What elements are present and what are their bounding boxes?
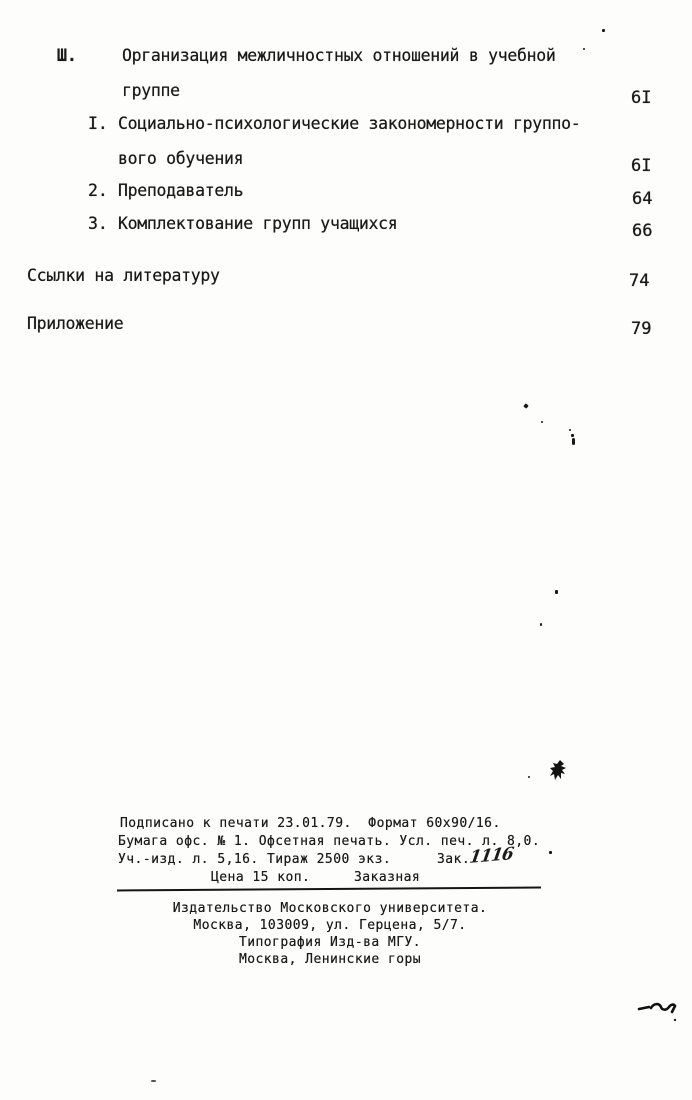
imprint-order-type: Заказная [354,870,421,885]
ink-speck [571,434,574,437]
ink-speck [541,421,543,423]
toc-entry-3b-title: Комплектование групп учащихся [118,214,398,233]
toc-entry-2-title: Преподаватель [118,181,244,200]
imprint-price: Цена 15 коп. [211,870,311,885]
toc-entry-2-page-number: 64 [632,189,653,209]
toc-entry-3-title-line1: Организация межличностных отношений в учебной [122,46,556,65]
imprint-paper-line: Бумага офс. № 1. Офсетная печать. Усл. печ. л. 8,0. [118,834,541,849]
imprint-edition-line: Уч.-изд. л. 5,16. Тираж 2500 экз. [118,852,392,867]
ink-speck [528,776,530,778]
ink-speck [569,429,571,431]
ink-speck [572,438,575,445]
pen-squiggle [638,998,678,1022]
ink-speck [602,29,605,32]
printing-house-address: Москва, Ленинские горы [238,952,422,967]
toc-references-page-number: 74 [629,271,650,291]
printing-house-name: Типография Изд-ва МГУ. [238,935,422,950]
toc-entry-3-numeral: Ш. [57,46,77,65]
toc-references-title: Ссылки на литературу [27,266,220,285]
toc-entry-1-title-line2: вого обучения [118,149,244,168]
ink-speck [555,590,558,594]
ink-blot [548,758,574,786]
ink-speck [549,851,552,854]
publisher-address: Москва, 103009, ул. Герцена, 5/7. [193,918,467,933]
toc-entry-1-title-line1: Социально-психологические закономерности группо- [118,114,581,133]
toc-appendix-title: Приложение [27,314,124,333]
ink-speck [523,403,529,409]
ink-speck [151,1080,156,1082]
toc-entry-3b-numeral: 3. [88,214,108,233]
toc-entry-3-title-line2: группе [122,81,180,100]
toc-entry-2-numeral: 2. [88,181,108,200]
toc-entry-3-page-number: 6I [631,88,652,108]
toc-entry-1-numeral: I. [88,114,108,133]
imprint-divider-rule [117,887,541,892]
toc-entry-1-page-number: 6I [631,156,652,176]
toc-entry-3b-page-number: 66 [632,221,653,241]
publisher-name: Издательство Московского университета. [172,901,488,916]
imprint-signed-to-print-line: Подписано к печати 23.01.79. Формат 60х90/16. [120,816,501,831]
handwritten-order-number: 1116 [468,843,515,868]
imprint-order-label: Зак. [437,852,471,867]
ink-speck [583,48,585,50]
ink-speck [540,623,542,626]
toc-appendix-page-number: 79 [631,319,652,339]
